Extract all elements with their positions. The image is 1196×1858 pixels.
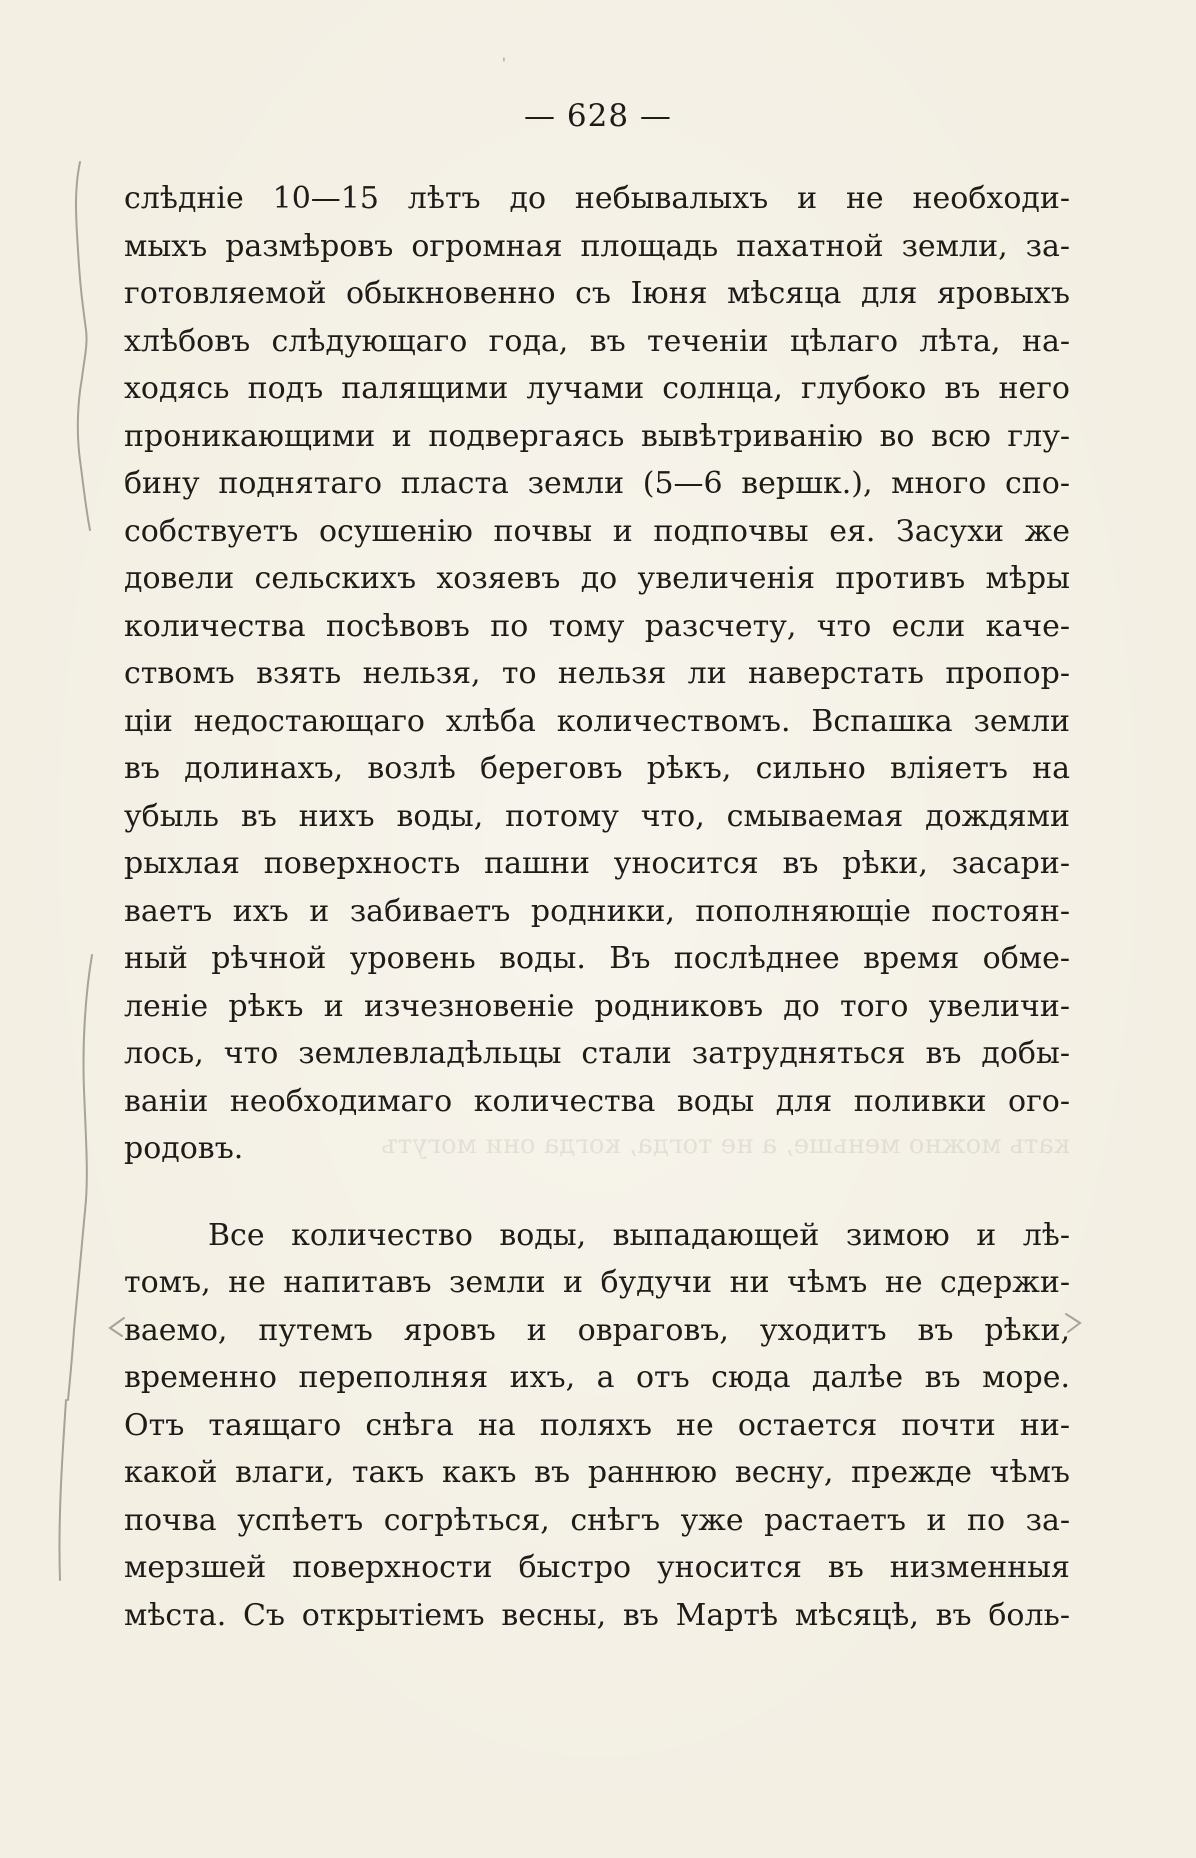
text-line: Отъ таящаго снѣга на поляхъ не остается почти ни-	[124, 1407, 1070, 1443]
text-line: количества посѣвовъ по тому разсчету, что если каче-	[124, 608, 1070, 644]
page-number: — 628 —	[524, 98, 672, 134]
text-line: убыль въ нихъ воды, потому что, смываемая дождями	[124, 798, 1070, 834]
text-line: лось, что землевладѣльцы стали затрудняться въ добы-	[124, 1036, 1070, 1071]
text-line: ціи недостающаго хлѣба количествомъ. Вспашка земли	[124, 703, 1070, 739]
text-line: ваемо, путемъ яровъ и овраговъ, уходитъ въ рѣки,	[124, 1312, 1070, 1348]
text-line: готовляемой обыкновенно съ Іюня мѣсяца для яровыхъ	[124, 276, 1070, 311]
text-line: временно переполняя ихъ, а отъ сюда далѣе въ море.	[124, 1360, 1070, 1395]
text-line: мѣста. Съ открытіемъ весны, въ Мартѣ мѣсяцѣ, въ боль-	[124, 1597, 1070, 1633]
body-text	[124, 175, 1070, 1639]
text-line: какой влаги, такъ какъ въ раннюю весну, прежде чѣмъ	[124, 1455, 1070, 1490]
text-line: рыхлая поверхность пашни уносится въ рѣки, засари-	[124, 846, 1070, 881]
svg-text:': '	[502, 56, 506, 72]
text-line: ваніи необходимаго количества воды для поливки ого-	[124, 1083, 1070, 1119]
paragraph	[124, 1212, 1070, 1640]
text-line: родовъ.	[124, 1131, 244, 1166]
text-line: леніе рѣкъ и изчезновеніе родниковъ до того увеличи-	[124, 988, 1070, 1024]
paragraph	[124, 175, 1070, 1173]
text-line: слѣдніе 10—15 лѣтъ до небывалыхъ и не необходи-	[124, 181, 1070, 216]
text-line: хлѣбовъ слѣдующаго года, въ теченіи цѣлаго лѣта, на-	[124, 323, 1070, 359]
text-line: ходясь подъ палящими лучами солнца, глубоко въ него	[124, 371, 1070, 406]
text-line: ный рѣчной уровень воды. Въ послѣднее время обме-	[124, 941, 1070, 976]
show-through-text: кать можно меньше, а не тогда, когда они могутъ	[381, 1130, 1070, 1160]
text-line: мерзшей поверхности быстро уносится въ низменныя	[124, 1550, 1070, 1585]
text-line: проникающими и подвергаясь вывѣтриванію во всю глу-	[124, 418, 1070, 454]
text-line: бину поднятаго пласта земли (5—6 вершк.), много спо-	[124, 466, 1070, 501]
text-line: мыхъ размѣровъ огромная площадь пахатной земли, за-	[124, 228, 1070, 264]
text-line: ствомъ взять нельзя, то нельзя ли наверстать пропор-	[124, 656, 1070, 691]
text-line: ваетъ ихъ и забиваетъ родники, пополняющіе постоян-	[124, 893, 1070, 929]
text-line: въ долинахъ, возлѣ береговъ рѣкъ, сильно вліяетъ на	[124, 751, 1070, 786]
text-line: собствуетъ осушенію почвы и подпочвы ея. Засухи же	[124, 513, 1070, 549]
text-line: почва успѣетъ согрѣться, снѣгъ уже растаетъ и по за-	[124, 1502, 1070, 1538]
text-line: довели сельскихъ хозяевъ до увеличенія противъ мѣры	[124, 561, 1070, 596]
text-line: томъ, не напитавъ земли и будучи ни чѣмъ не сдержи-	[124, 1265, 1070, 1300]
text-line: Все количество воды, выпадающей зимою и лѣ-	[208, 1217, 1070, 1253]
paragraph-gap	[124, 1173, 1070, 1212]
